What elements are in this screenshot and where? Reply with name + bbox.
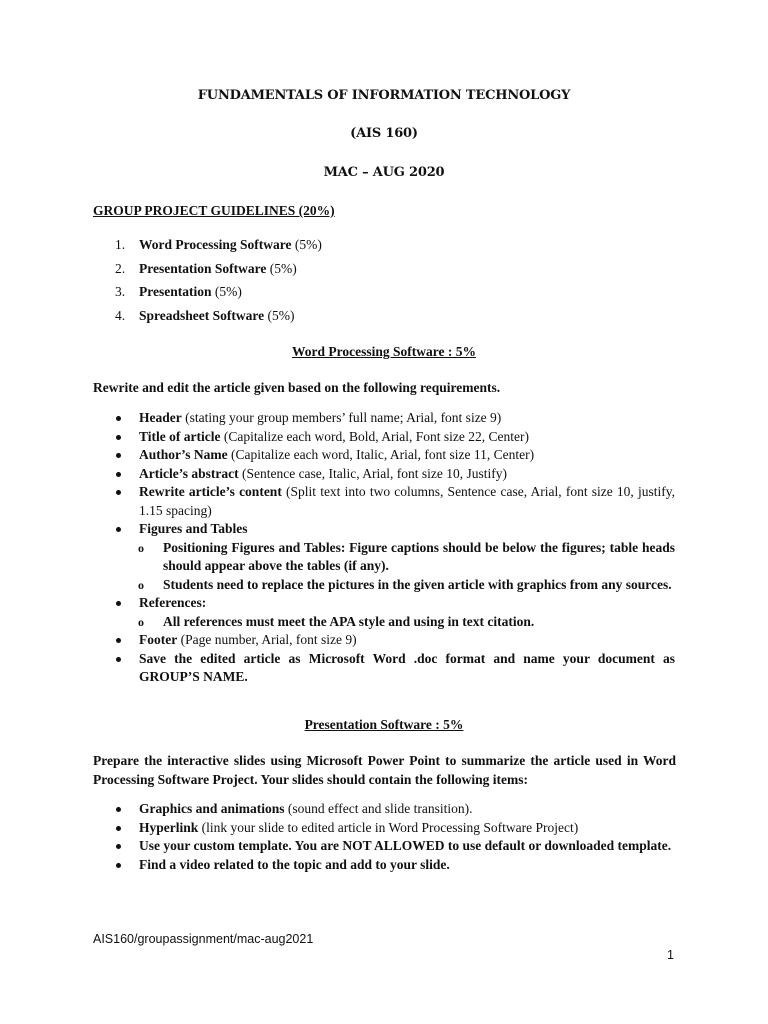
guidelines-heading: GROUP PROJECT GUIDELINES (20%) [93,203,335,218]
numbered-list [115,237,322,331]
list-item: Rewrite article’s content (Split text into two columns, Sentence case, Arial, font size 10, justify, 1.15 spacing) [115,483,675,520]
presentation-section-intro: Prepare the interactive slides using Microsoft Power Point to summarize the article used in Word Processing Software Project. Your slides should contain the following items: [93,753,676,787]
word-section-heading: Word Processing Software : 5% [292,344,476,359]
list-item: Hyperlink (link your slide to edited article in Word Processing Software Project) [115,819,675,838]
list-item: Title of article (Capitalize each word, Bold, Arial, Font size 22, Center) [115,428,675,447]
list-item: 4. Spreadsheet Software (5%) [115,307,295,323]
figures-sublist [115,539,675,595]
sublist-item: o Students need to replace the pictures in the given article with graphics from any sources. [138,576,672,592]
page-number: 1 [667,948,674,962]
list-item: Find a video related to the topic and add to your slide. [115,856,675,875]
sublist-item: o All references must meet the APA style and using in text citation. [138,613,535,629]
list-item: Article’s abstract (Sentence case, Italic, Arial, font size 10, Justify) [115,465,675,484]
presentation-requirements-list [115,800,675,874]
word-section-intro: Rewrite and edit the article given based on the following requirements. [93,380,501,395]
list-item: Header (stating your group members’ full name; Arial, font size 9) [115,409,675,428]
presentation-section-heading: Presentation Software : 5% [304,717,464,732]
semester: MAC – AUG 2020 [323,165,445,180]
list-item: Author’s Name (Capitalize each word, Italic, Arial, font size 11, Center) [115,446,675,465]
list-item: Figures and Tables o Positioning Figures and Tables: Figure captions should be below the figures; table heads should appear above the tables (if any). o Students need to replace the pictures in the given article with graphics from any sources. [115,520,675,594]
sublist-item: o Positioning Figures and Tables: Figure captions should be below the figures; table heads should appear above the tables (if any). [138,539,675,573]
list-item: References: o All references must meet the APA style and using in text citation. [115,594,675,631]
list-item: 1. Word Processing Software (5%) [115,237,322,252]
list-item: 3. Presentation (5%) [115,284,242,299]
course-code: (AIS 160) [350,126,418,141]
page-footer: AIS160/groupassignment/mac-aug2021 [93,932,314,946]
references-sublist [115,613,675,632]
list-item: Save the edited article as Microsoft Word .doc format and name your document as GROUP’S NAME. [115,650,675,687]
list-item: Graphics and animations (sound effect and slide transition). [115,800,675,819]
word-requirements-list [115,409,675,687]
list-item: Use your custom template. You are NOT ALLOWED to use default or downloaded template. [115,837,675,856]
list-item: 2. Presentation Software (5%) [115,260,297,276]
course-title: FUNDAMENTALS OF INFORMATION TECHNOLOGY [197,88,571,103]
list-item: Footer (Page number, Arial, font size 9) [115,631,675,650]
